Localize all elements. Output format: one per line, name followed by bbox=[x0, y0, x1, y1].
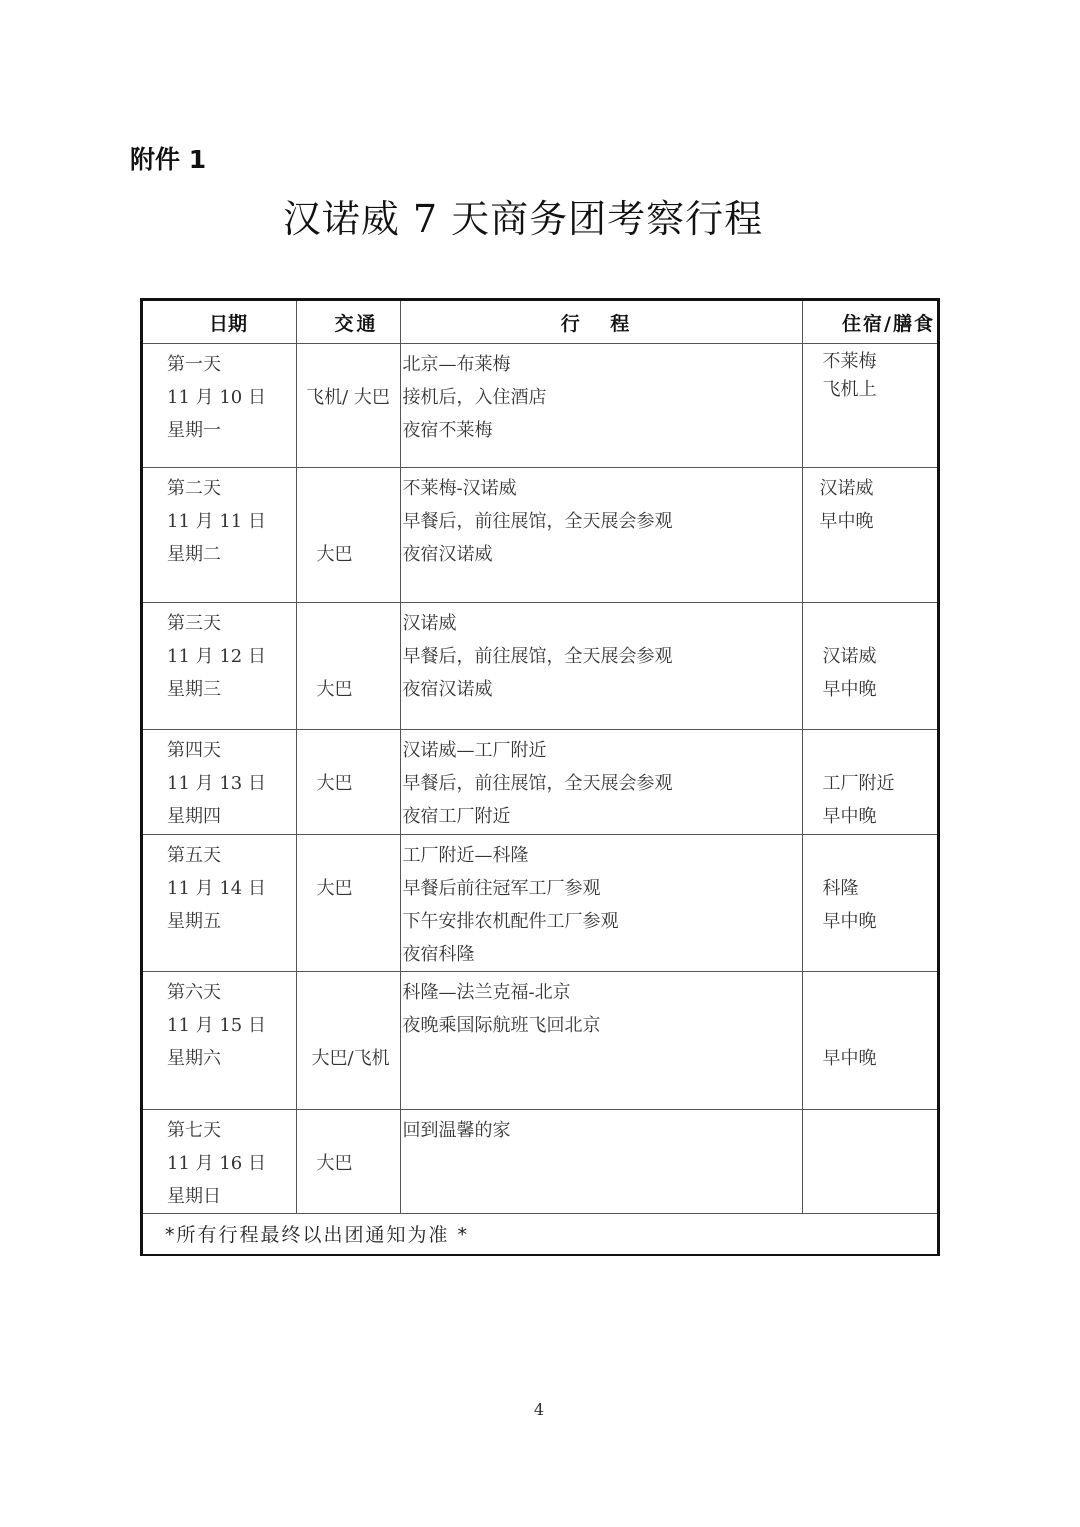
stay-line: 汉诺威 bbox=[822, 646, 877, 667]
itinerary-line: 夜晚乘国际航班飞回北京 bbox=[402, 1015, 601, 1036]
itinerary-line: 夜宿汉诺威 bbox=[402, 679, 493, 700]
itinerary-cell bbox=[400, 972, 802, 1110]
itinerary-table bbox=[143, 301, 937, 1264]
weekday-label: 星期五 bbox=[167, 911, 221, 932]
transport-value: 大巴 bbox=[316, 773, 353, 794]
transport-cell bbox=[296, 344, 400, 468]
itinerary-cell bbox=[400, 603, 802, 730]
weekday-label: 星期一 bbox=[167, 420, 221, 441]
itinerary-line: 北京—布莱梅 bbox=[402, 354, 511, 375]
itinerary-line: 夜宿汉诺威 bbox=[402, 544, 493, 565]
day-label: 第七天 bbox=[167, 1120, 221, 1141]
footnote: *所有行程最终以出团通知为准 * bbox=[143, 1214, 937, 1264]
table-row bbox=[143, 468, 937, 603]
transport-cell bbox=[296, 972, 400, 1110]
itinerary-line: 接机后，入住酒店 bbox=[402, 387, 547, 408]
table-row bbox=[143, 1110, 937, 1214]
transport-cell bbox=[296, 468, 400, 603]
transport-cell bbox=[296, 730, 400, 835]
stay-meals-cell bbox=[802, 972, 937, 1110]
itinerary-table-container bbox=[140, 298, 940, 1256]
itinerary-line: 科隆—法兰克福-北京 bbox=[402, 982, 571, 1003]
meals-line: 早中晚 bbox=[822, 679, 877, 700]
transport-cell bbox=[296, 835, 400, 972]
itinerary-cell bbox=[400, 344, 802, 468]
itinerary-cell bbox=[400, 468, 802, 603]
itinerary-line: 早餐后，前往展馆，全天展会参观 bbox=[402, 773, 673, 794]
date-label: 11 月 11 日 bbox=[167, 511, 266, 532]
itinerary-line: 不莱梅-汉诺威 bbox=[402, 478, 517, 499]
transport-value: 大巴 bbox=[316, 679, 353, 700]
weekday-label: 星期三 bbox=[167, 679, 221, 700]
stay-line: 不莱梅 bbox=[822, 351, 877, 372]
attachment-label: 附件 1 bbox=[130, 145, 207, 174]
date-cell bbox=[143, 972, 296, 1110]
itinerary-line: 夜宿科隆 bbox=[402, 944, 475, 965]
transport-value: 飞机/ 大巴 bbox=[306, 387, 390, 408]
weekday-label: 星期六 bbox=[167, 1048, 221, 1069]
day-label: 第一天 bbox=[167, 354, 221, 375]
table-row bbox=[143, 603, 937, 730]
itinerary-line: 下午安排农机配件工厂参观 bbox=[402, 911, 619, 932]
header-date: 日期 bbox=[143, 301, 296, 344]
date-label: 11 月 15 日 bbox=[167, 1015, 266, 1036]
itinerary-line: 早餐后，前往展馆，全天展会参观 bbox=[402, 646, 673, 667]
itinerary-line: 夜宿工厂附近 bbox=[402, 806, 511, 827]
stay-meals-cell bbox=[802, 835, 937, 972]
transport-cell bbox=[296, 603, 400, 730]
transport-value: 大巴 bbox=[316, 1153, 353, 1174]
stay-meals-cell bbox=[802, 344, 937, 468]
date-label: 11 月 12 日 bbox=[167, 646, 266, 667]
header-itinerary: 行 程 bbox=[400, 301, 802, 344]
itinerary-cell bbox=[400, 1110, 802, 1214]
stay-meals-cell bbox=[802, 730, 937, 835]
table-row bbox=[143, 730, 937, 835]
footnote-row bbox=[143, 1214, 937, 1264]
table-row bbox=[143, 972, 937, 1110]
date-label: 11 月 13 日 bbox=[167, 773, 266, 794]
day-label: 第三天 bbox=[167, 613, 221, 634]
date-label: 11 月 10 日 bbox=[167, 387, 266, 408]
date-cell bbox=[143, 730, 296, 835]
date-cell bbox=[143, 344, 296, 468]
page-number: 4 bbox=[533, 1400, 545, 1419]
stay-meals-cell bbox=[802, 1110, 937, 1214]
meals-line: 飞机上 bbox=[822, 379, 877, 400]
itinerary-line: 工厂附近—科隆 bbox=[402, 845, 529, 866]
itinerary-line: 早餐后，前往展馆，全天展会参观 bbox=[402, 511, 673, 532]
weekday-label: 星期四 bbox=[167, 806, 221, 827]
meals-line: 早中晚 bbox=[822, 1048, 877, 1069]
stay-line: 科隆 bbox=[822, 878, 859, 899]
stay-line: 工厂附近 bbox=[822, 773, 895, 794]
date-cell bbox=[143, 835, 296, 972]
stay-meals-cell bbox=[802, 468, 937, 603]
date-cell bbox=[143, 1110, 296, 1214]
day-label: 第五天 bbox=[167, 845, 221, 866]
itinerary-line: 回到温馨的家 bbox=[402, 1120, 511, 1141]
itinerary-line: 早餐后前往冠军工厂参观 bbox=[402, 878, 601, 899]
date-cell bbox=[143, 603, 296, 730]
day-label: 第四天 bbox=[167, 740, 221, 761]
itinerary-line: 夜宿不莱梅 bbox=[402, 420, 493, 441]
transport-value: 大巴 bbox=[316, 544, 353, 565]
header-transport: 交通 bbox=[296, 301, 400, 344]
itinerary-cell bbox=[400, 835, 802, 972]
transport-cell bbox=[296, 1110, 400, 1214]
meals-line: 早中晚 bbox=[822, 911, 877, 932]
transport-value: 大巴 bbox=[316, 878, 353, 899]
transport-value: 大巴/飞机 bbox=[311, 1048, 390, 1069]
header-stay-meals: 住宿/膳食 bbox=[802, 301, 937, 344]
weekday-label: 星期日 bbox=[167, 1186, 221, 1207]
date-cell bbox=[143, 468, 296, 603]
meals-line: 早中晚 bbox=[822, 806, 877, 827]
table-header-row bbox=[143, 301, 937, 344]
day-label: 第六天 bbox=[167, 982, 221, 1003]
table-row bbox=[143, 835, 937, 972]
day-label: 第二天 bbox=[167, 478, 221, 499]
stay-meals-cell bbox=[802, 603, 937, 730]
meals-line: 早中晚 bbox=[819, 511, 874, 532]
date-label: 11 月 16 日 bbox=[167, 1153, 266, 1174]
page-title: 汉诺威 7 天商务团考察行程 bbox=[282, 197, 764, 241]
itinerary-cell bbox=[400, 730, 802, 835]
table-row bbox=[143, 344, 937, 468]
stay-line: 汉诺威 bbox=[819, 478, 874, 499]
itinerary-line: 汉诺威—工厂附近 bbox=[402, 740, 547, 761]
date-label: 11 月 14 日 bbox=[167, 878, 266, 899]
weekday-label: 星期二 bbox=[167, 544, 221, 565]
itinerary-line: 汉诺威 bbox=[402, 613, 457, 634]
